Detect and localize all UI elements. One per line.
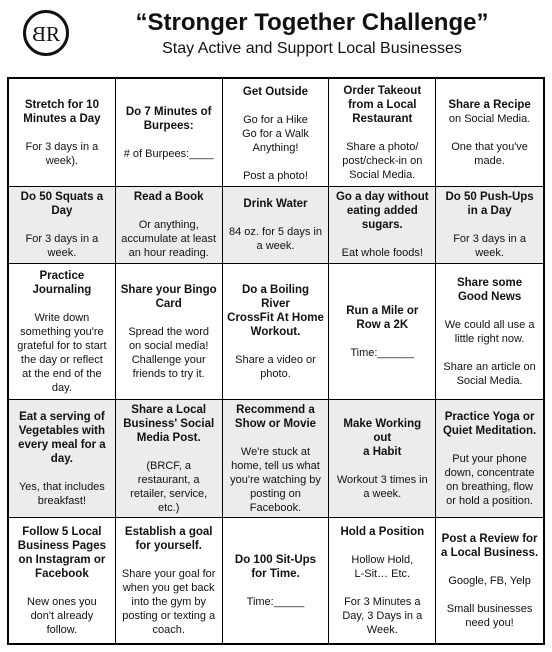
bingo-cell (436, 518, 543, 643)
bingo-cell (9, 518, 116, 643)
cell-body: Eat whole foods! (341, 247, 423, 259)
cell-title: Make Working out a Habit (343, 417, 422, 458)
cell-body: Spread the word on social media! Challenge your friends to try it. (128, 325, 210, 380)
cell-title: Do 50 Push-Ups in a Day (445, 191, 534, 217)
cell-body: Write down something you're grateful for to start the day or reflect at the end of the day. (17, 311, 107, 394)
page-title: “Stronger Together Challenge” (135, 9, 489, 36)
bingo-cell (9, 400, 116, 518)
cell-title: Post a Review for a Local Business. (441, 532, 539, 559)
cell-body: We could all use a little right now. Share an article on Social Media. (443, 318, 536, 387)
bingo-cell (223, 264, 330, 400)
cell-title: Go a day without eating added sugars. (335, 191, 429, 231)
cell-title: Read a Book (133, 191, 204, 203)
bingo-cell (116, 79, 223, 187)
cell-title: Share a Local Business' Social Media Post. (123, 403, 215, 444)
cell-body: 84 oz. for 5 days in a week. (229, 226, 322, 252)
bingo-cell (329, 400, 436, 518)
cell-body: For 3 days in a week. (453, 233, 526, 259)
cell-body: Hollow Hold, L-Sit… Etc. For 3 Minutes a Day, 3 Days in a Week. (342, 553, 423, 636)
cell-title: Do a Boiling River CrossFit At Home Workout. (227, 283, 324, 338)
cell-body: We're stuck at home, tell us what you're watching by posting on Facebook. (230, 445, 321, 514)
cell-title: Get Outside (242, 86, 309, 98)
bingo-cell (223, 400, 330, 518)
bingo-cell (223, 187, 330, 264)
cell-body: Share your goal for when you get back into the gym by posting or texting a coach. (121, 567, 216, 636)
cell-title: Follow 5 Local Business Pages on Instagram or Facebook (17, 525, 106, 580)
bingo-cell (116, 518, 223, 643)
cell-body: Workout 3 times in a week. (336, 473, 428, 500)
cell-title: Eat a serving of Vegetables with every meal for a day. (18, 410, 106, 465)
bingo-cell (223, 79, 330, 187)
cell-body: Google, FB, Yelp Small businesses need you! (446, 574, 533, 629)
cell-body: on Social Media. One that you've made. (448, 112, 531, 167)
cell-title: Practice Yoga or Quiet Meditation. (442, 410, 537, 437)
bingo-cell (436, 187, 543, 264)
bingo-cell (223, 518, 330, 643)
cell-body: Go for a Hike Go for a Walk Anything! Post a photo! (242, 114, 309, 182)
cell-title: Share your Bingo Card (120, 283, 217, 310)
bingo-cell (9, 264, 116, 400)
bingo-cell (9, 187, 116, 264)
cell-title: Drink Water (243, 198, 308, 210)
bingo-cell (116, 264, 223, 400)
cell-body: (BRCF, a restaurant, a retailer, service, etc.) (130, 459, 208, 514)
bingo-cell (116, 187, 223, 264)
cell-title: Hold a Position (340, 525, 425, 538)
bingo-cell (116, 400, 223, 518)
cell-body: Time:______ (350, 346, 415, 359)
cell-title: Establish a goal for yourself. (124, 525, 213, 552)
cell-body: Time:_____ (246, 595, 305, 608)
cell-title: Order Takeout from a Local Restaurant (343, 84, 422, 125)
bingo-cell (436, 79, 543, 187)
cell-title: Do 7 Minutes of Burpees: (125, 105, 212, 132)
cell-title: Run a Mile or Row a 2K (346, 304, 419, 331)
bingo-board (7, 77, 545, 645)
bingo-cell (436, 400, 543, 518)
cell-body: Share a video or photo. (235, 353, 316, 380)
cell-title: Practice Journaling (32, 269, 92, 296)
cell-body: Put your phone down, concentrate on breathing, flow or hold a position. (444, 452, 535, 507)
logo-text: BR (34, 21, 58, 46)
cell-body: # of Burpees:____ (123, 147, 214, 160)
cell-title: Stretch for 10 Minutes a Day (23, 98, 101, 125)
cell-title: Share a Recipe (448, 98, 531, 111)
bingo-cell (329, 264, 436, 400)
bingo-cell (329, 187, 436, 264)
logo (23, 10, 69, 56)
cell-body: New ones you don't already follow. (27, 595, 97, 636)
cell-body: Share a photo/ post/check-in on Social Media. (342, 140, 423, 181)
bingo-cell (436, 264, 543, 400)
bingo-cell (329, 518, 436, 643)
cell-title: Do 50 Squats a Day (20, 191, 104, 217)
cell-body: Or anything, accumulate at least an hour reading. (121, 219, 217, 259)
page-subtitle: Stay Active and Support Local Businesses (162, 40, 462, 57)
cell-title: Share some Good News (456, 276, 523, 303)
cell-body: For 3 days in a week. (25, 233, 99, 259)
cell-title: Do 100 Sit-Ups for Time. (234, 553, 317, 580)
cell-body: Yes, that includes breakfast! (18, 480, 105, 507)
cell-title: Recommend a Show or Movie (234, 403, 317, 430)
cell-body: For 3 days in a week). (25, 140, 99, 167)
bingo-cell (329, 79, 436, 187)
bingo-cell (9, 79, 116, 187)
